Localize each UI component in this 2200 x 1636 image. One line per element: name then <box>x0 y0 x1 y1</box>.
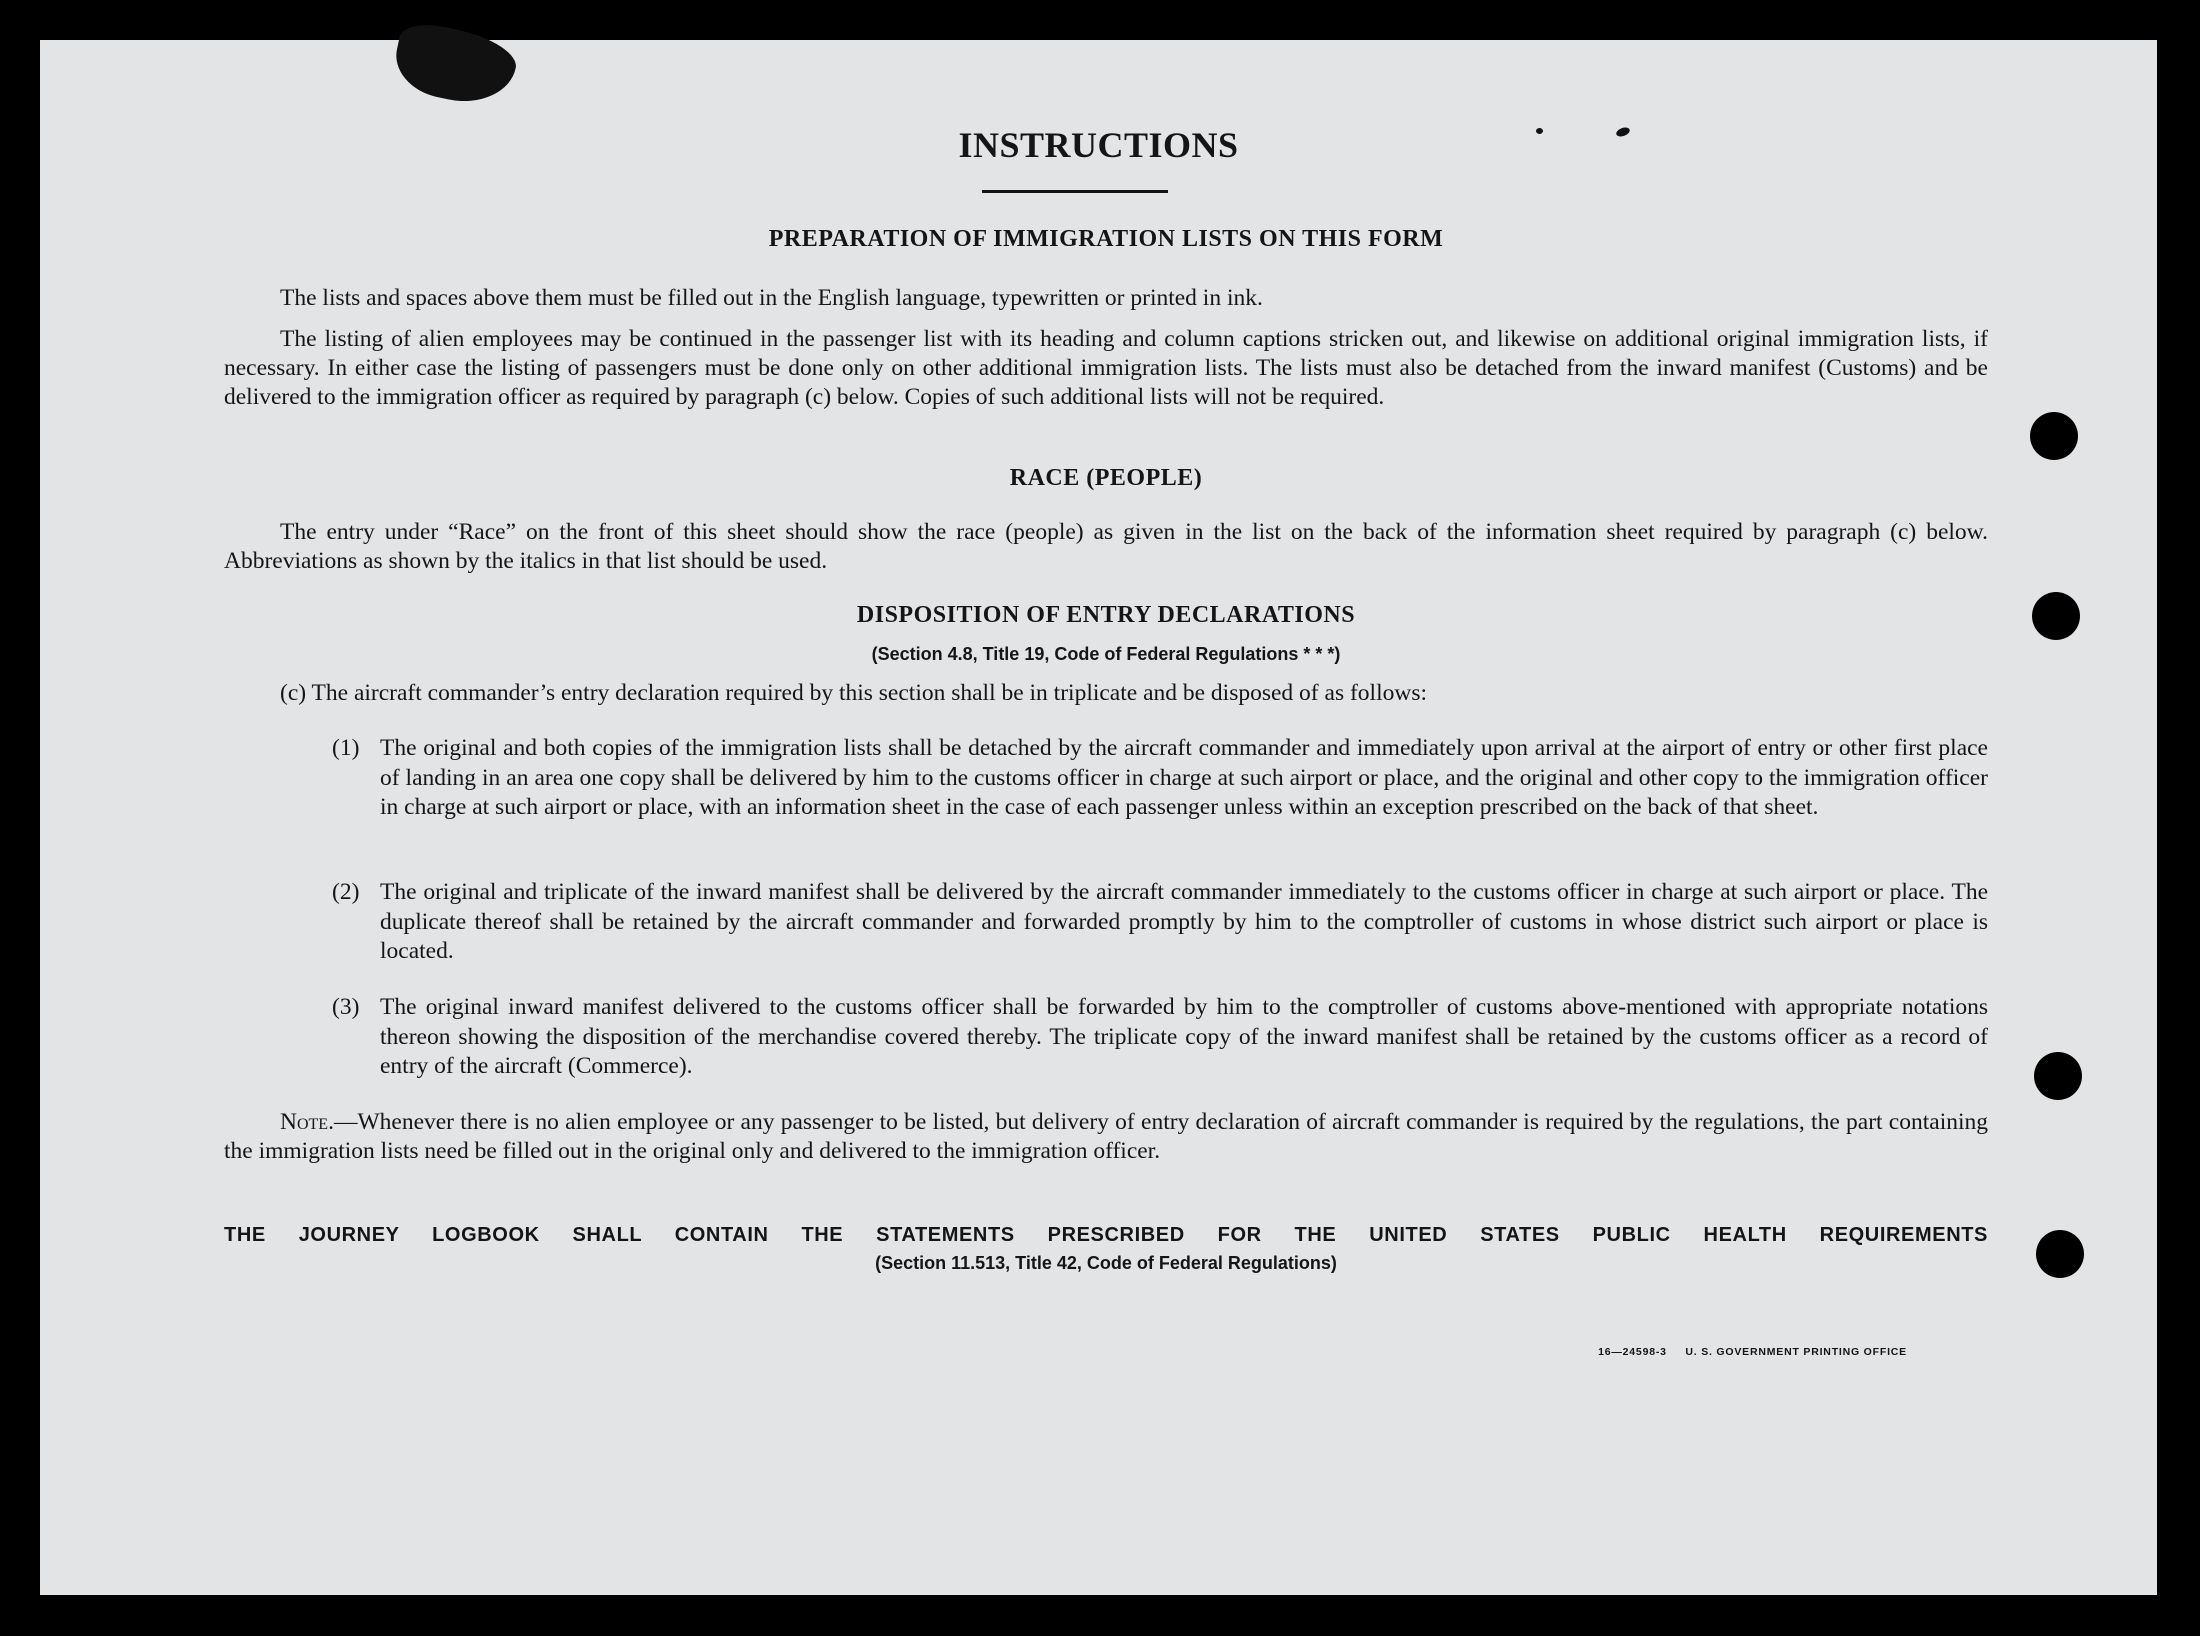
page-title: INSTRUCTIONS <box>958 125 1239 165</box>
disposition-intro: (c) The aircraft commander’s entry declaration required by this section shall be in triplicate and be disposed of as follows: <box>280 680 1427 706</box>
disposition-citation: (Section 4.8, Title 19, Code of Federal Regulations * * *) <box>871 644 1341 664</box>
title-underline <box>982 190 1168 193</box>
race-paragraph: The entry under “Race” on the front of this sheet should show the race (people) as given in the list on the back of the information sheet required by paragraph (c) below. Abbreviations as shown by the italics in that list should be used. <box>224 519 1988 574</box>
disposition-item-1 <box>332 734 1988 823</box>
health-citation: (Section 11.513, Title 42, Code of Federal Regulations) <box>875 1253 1337 1273</box>
punch-hole <box>2030 412 2078 460</box>
document-sheet <box>40 40 2157 1595</box>
race-heading: RACE (PEOPLE) <box>1009 465 1203 491</box>
printer-code: 16—24598-3 U. S. GOVERNMENT PRINTING OFFICE <box>1598 1346 1907 1358</box>
disposition-item-3 <box>332 993 1988 1082</box>
preparation-paragraph-1: The lists and spaces above them must be filled out in the English language, typewritten or printed in ink. <box>280 285 1263 311</box>
item-number: (3) <box>332 994 360 1020</box>
disposition-heading: DISPOSITION OF ENTRY DECLARATIONS <box>856 602 1356 628</box>
health-requirements-line: THE JOURNEY LOGBOOK SHALL CONTAIN THE STATEMENTS PRESCRIBED FOR THE UNITED STATES PUBLIC HEALTH REQUIREMENTS <box>224 1224 1988 1246</box>
punch-hole <box>2032 592 2080 640</box>
note-text: —Whenever there is no alien employee or any passenger to be listed, but delivery of entry declaration of aircraft commander is required by the regulations, the part containing the immigration lists need be filled out in the original only and delivered to the immigration officer. <box>224 1109 1988 1164</box>
item-text: The original inward manifest delivered to the customs officer shall be forwarded by him to the comptroller of customs above-mentioned with appropriate notations thereon showing the disposition of the merchandise covered thereby. The triplicate copy of the inward manifest shall be retained by the customs officer as a record of entry of the aircraft (Commerce). <box>380 994 1988 1079</box>
item-text: The original and both copies of the immigration lists shall be detached by the aircraft commander and immediately upon arrival at the airport of entry or other first place of landing in an area one copy shall be delivered by him to the customs officer in charge at such airport or place, and the original and other copy to the immigration officer in charge at such airport or place, with an information sheet in the case of each passenger unless within an exception prescribed on the back of that sheet. <box>380 735 1988 820</box>
punch-hole <box>2034 1052 2082 1100</box>
note-label: Note. <box>280 1109 334 1135</box>
disposition-item-2 <box>332 878 1988 967</box>
preparation-paragraph-2: The listing of alien employees may be continued in the passenger list with its heading and column captions stricken out, and likewise on additional original immigration lists, if necessary. In either case the listing of passengers must be done only on other additional immigration lists. The lists must also be detached from the inward manifest (Customs) and be delivered to the immigration officer as required by paragraph (c) below. Copies of such additional lists will not be required. <box>224 326 1988 410</box>
preparation-heading: PREPARATION OF IMMIGRATION LISTS ON THIS FORM <box>768 226 1444 252</box>
item-number: (2) <box>332 879 360 905</box>
note-paragraph <box>224 1108 1988 1166</box>
item-text: The original and triplicate of the inward manifest shall be delivered by the aircraft commander immediately to the customs officer in charge at such airport or place. The duplicate thereof shall be retained by the aircraft commander and forwarded promptly by him to the comptroller of customs in whose district such airport or place is located. <box>380 879 1988 964</box>
punch-hole <box>2036 1230 2084 1278</box>
item-number: (1) <box>332 735 360 761</box>
